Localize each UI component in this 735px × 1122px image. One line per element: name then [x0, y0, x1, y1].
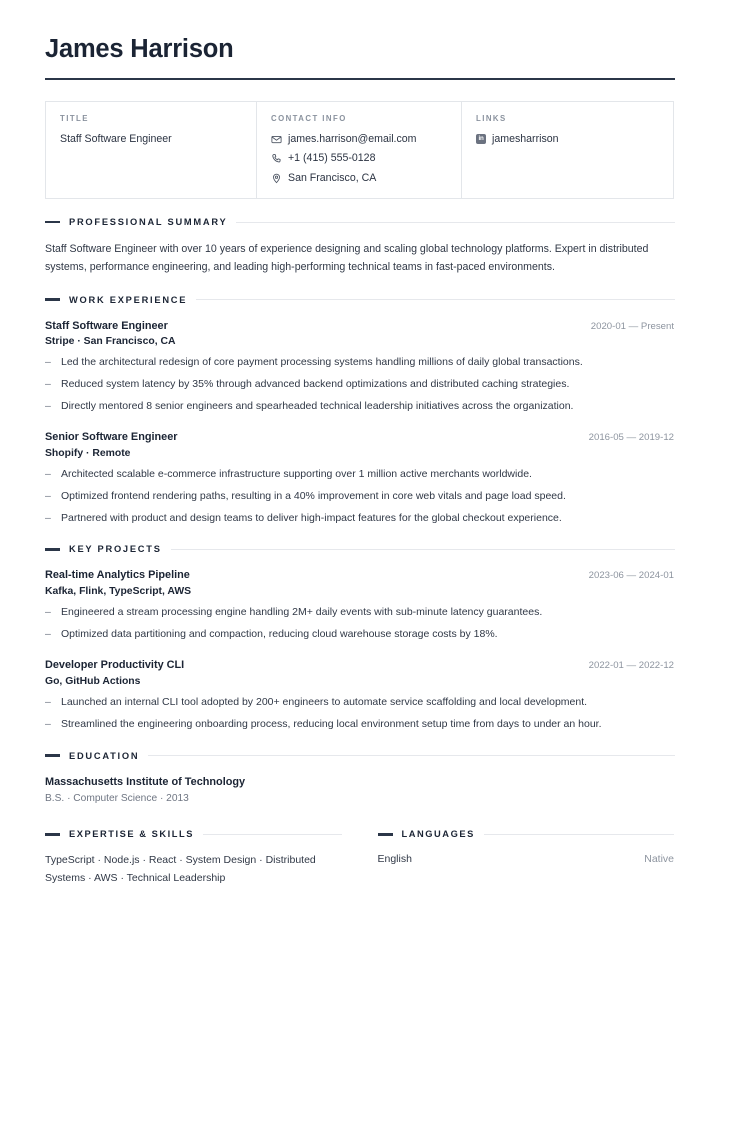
section-languages [378, 829, 675, 887]
section-rule [236, 222, 675, 223]
bullet-text: Optimized data partitioning and compaction, reducing cloud warehouse storage costs by 18%. [61, 627, 498, 640]
contact-cell [256, 102, 461, 198]
contact-info-table [45, 101, 674, 199]
bullet-text: Launched an internal CLI tool adopted by 200+ engineers to automate service scaffolding and local development. [61, 695, 588, 708]
bullet-dash-icon: – [45, 605, 51, 618]
section-title: WORK EXPERIENCE [69, 294, 188, 305]
location-pin-icon [271, 173, 282, 184]
link-linkedin-value: jamesharrison [492, 132, 559, 145]
list-item [45, 510, 674, 527]
bullet-dash-icon: – [45, 467, 51, 480]
list-item [45, 466, 674, 483]
entry-subtitle: Stripe · San Francisco, CA [45, 335, 176, 347]
list-item [45, 488, 674, 505]
education-meta: B.S. · Computer Science · 2013 [45, 792, 189, 804]
bullet-text: Led the architectural redesign of core payment processing systems handling millions of daily global transactions. [61, 356, 583, 369]
contact-email-value: james.harrison@email.com [288, 132, 417, 145]
entry-bullets [45, 354, 675, 414]
bullet-text: Partnered with product and design teams to deliver high-impact features for the global checkout experience. [61, 511, 562, 524]
links-label: LINKS [476, 113, 507, 123]
section-rule [484, 834, 674, 835]
bottom-columns [45, 829, 674, 887]
contact-phone-row[interactable] [271, 151, 447, 166]
header-divider [45, 78, 675, 80]
entry-bullets [45, 466, 675, 526]
bullet-dash-icon: – [45, 717, 51, 730]
list-item [45, 626, 674, 643]
title-cell [46, 102, 256, 198]
entry-date: 2022-01 — 2022-12 [588, 660, 674, 672]
bullet-text: Reduced system latency by 35% through advanced backend optimizations and distributed caching strategies. [61, 377, 570, 390]
entry-bullets [45, 694, 675, 733]
entry-subtitle: Shopify · Remote [45, 447, 131, 459]
language-row [378, 851, 675, 868]
list-item [45, 716, 674, 733]
section-rule [148, 755, 675, 756]
section-title: KEY PROJECTS [69, 544, 162, 555]
section-dash-icon [45, 833, 60, 836]
contact-location-value: San Francisco, CA [288, 172, 377, 185]
entry-header [45, 567, 674, 583]
bullet-dash-icon: – [45, 489, 51, 502]
section-rule [171, 549, 675, 550]
project-entry [45, 567, 675, 642]
section-rule [203, 834, 341, 835]
bullet-dash-icon: – [45, 356, 51, 369]
section-rule [196, 299, 675, 300]
entry-header [45, 429, 674, 445]
bullet-dash-icon: – [45, 511, 51, 524]
linkedin-icon: in [476, 134, 486, 144]
section-title: LANGUAGES [401, 829, 475, 840]
section-expertise-skills [45, 829, 342, 887]
section-heading [45, 544, 675, 554]
entry-title: Staff Software Engineer [45, 319, 168, 332]
envelope-icon [271, 134, 282, 145]
project-entry [45, 657, 675, 732]
entry-title: Developer Productivity CLI [45, 659, 185, 672]
entry-title: Senior Software Engineer [45, 431, 178, 444]
summary-text: Staff Software Engineer with over 10 years of experience designing and scaling global technology platforms. Expert in distributed systems, performance engineering, and leading high-performing technical teams in fast-paced environments. [45, 243, 649, 274]
education-school: Massachusetts Institute of Technology [45, 775, 246, 788]
list-item [45, 354, 674, 371]
section-heading [45, 295, 675, 305]
section-title: EDUCATION [69, 750, 140, 761]
section-work-experience [45, 295, 675, 527]
section-dash-icon [45, 221, 60, 224]
section-dash-icon [45, 298, 60, 301]
link-linkedin-row[interactable] [476, 132, 660, 147]
resume-header [45, 28, 675, 80]
section-heading [45, 217, 675, 227]
education-entry [45, 774, 675, 808]
section-education [45, 751, 675, 808]
section-key-projects [45, 544, 675, 732]
bullet-text: Engineered a stream processing engine handling 2M+ daily events with sub-minute latency guarantees. [61, 605, 543, 618]
section-heading [45, 751, 675, 761]
section-dash-icon [378, 833, 393, 836]
language-level: Native [644, 853, 674, 866]
bullet-text: Directly mentored 8 senior engineers and spearheaded technical leadership initiatives across the organization. [61, 399, 574, 412]
section-title: EXPERTISE & SKILLS [69, 829, 195, 840]
bullet-dash-icon: – [45, 627, 51, 640]
experience-entry [45, 429, 675, 526]
bullet-text: Architected scalable e-commerce infrastructure supporting over 1 million active merchants worldwide. [61, 467, 532, 480]
entry-subtitle: Go, GitHub Actions [45, 675, 141, 687]
links-cell [461, 102, 674, 198]
bullet-dash-icon: – [45, 377, 51, 390]
section-dash-icon [45, 754, 60, 757]
contact-label: CONTACT INFO [271, 113, 347, 123]
list-item [45, 376, 674, 393]
list-item [45, 604, 674, 621]
language-name: English [377, 853, 412, 866]
entry-subtitle: Kafka, Flink, TypeScript, AWS [45, 585, 192, 597]
entry-date: 2023-06 — 2024-01 [588, 570, 674, 582]
entry-date: 2020-01 — Present [590, 320, 674, 332]
phone-icon [271, 153, 282, 164]
section-dash-icon [45, 548, 60, 551]
entry-header [45, 657, 674, 673]
bullet-dash-icon: – [45, 695, 51, 708]
entry-header [45, 318, 674, 334]
list-item [45, 694, 674, 711]
contact-phone-value: +1 (415) 555-0128 [288, 152, 376, 165]
entry-date: 2016-05 — 2019-12 [588, 432, 674, 444]
title-label: TITLE [60, 113, 89, 123]
contact-email-row[interactable] [271, 132, 447, 147]
title-value: Staff Software Engineer [60, 132, 172, 145]
section-heading [45, 829, 342, 839]
bullet-text: Streamlined the engineering onboarding process, reducing local environment setup time from days to under an hour. [61, 717, 602, 730]
bullet-dash-icon: – [45, 399, 51, 412]
entry-title: Real-time Analytics Pipeline [45, 569, 190, 582]
section-title: PROFESSIONAL SUMMARY [69, 217, 228, 228]
contact-location-row [271, 171, 447, 186]
page-title: James Harrison [45, 35, 234, 63]
section-professional-summary [45, 217, 675, 276]
experience-entry [45, 318, 675, 415]
skills-text: TypeScript · Node.js · React · System Design · Distributed Systems · AWS · Technical Leadership [45, 854, 316, 885]
bullet-text: Optimized frontend rendering paths, resulting in a 40% improvement in core web vitals and page load speed. [61, 489, 566, 502]
list-item [45, 398, 674, 415]
entry-bullets [45, 604, 675, 643]
section-heading [378, 829, 675, 839]
